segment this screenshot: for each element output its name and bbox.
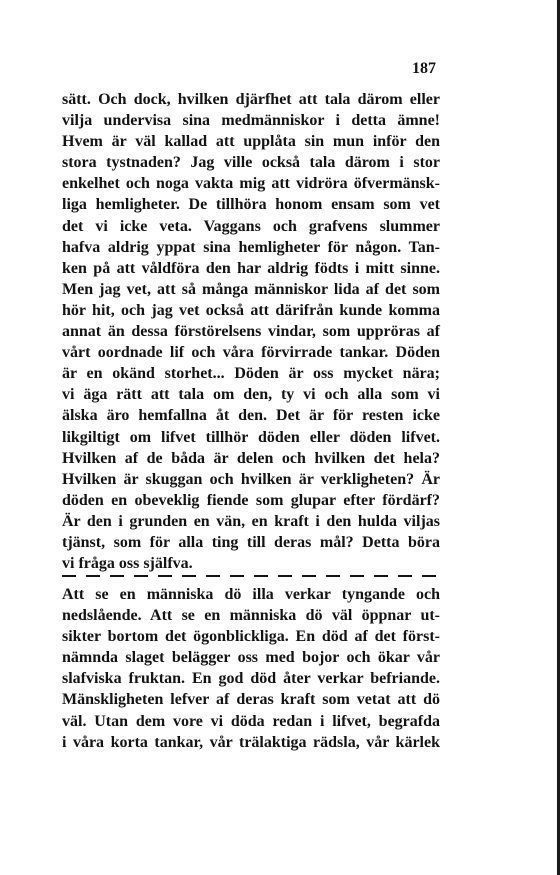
text-line: vårt oordnade lif och våra förvirrade tankar. Döden bbox=[62, 344, 440, 362]
text-line: sikter bortom det ögonblickliga. En död af det först- bbox=[62, 628, 440, 646]
text-line: Att se en människa dö illa verkar tyngande och bbox=[62, 586, 440, 603]
second-paragraph bbox=[62, 584, 440, 753]
text-line: vi äga rätt att tala om den, ty vi och alla som vi bbox=[62, 386, 440, 404]
text-line: Hvilken är skuggan och hvilken är verkligheten? Är bbox=[62, 470, 440, 488]
text-line: i våra korta tankar, vår trälaktiga rädsla, vår kärlek bbox=[62, 733, 440, 751]
text-line: Är den i grunden en vän, en kraft i den hulda viljas bbox=[62, 512, 440, 530]
text-line: sätt. Och dock, hvilken djärfhet att tala därom eller bbox=[62, 91, 440, 108]
text-line: väl. Utan dem vore vi döda redan i lifvet, begrafda bbox=[62, 712, 440, 730]
text-line: nämnda slaget belägger oss med bojor och ökar vår bbox=[62, 649, 440, 667]
text-line: tjänst, som för alla ting till deras mål? Detta böra bbox=[62, 533, 440, 551]
text-line: älska äro hemfallna åt den. Det är för resten icke bbox=[62, 407, 440, 425]
text-line: döden en obeveklig fiende som glupar efter fördärf? bbox=[62, 491, 440, 509]
text-line: Hvilken af de båda är delen och hvilken det hela? bbox=[62, 449, 440, 467]
text-line: enkelhet och noga vakta mig att vidröra öfvermänsk- bbox=[62, 175, 440, 193]
text-line: ken på att våldföra den har aldrig födts i mitt sinne. bbox=[62, 259, 440, 277]
text-line: Hvem är väl kallad att upplåta sin mun inför den bbox=[62, 133, 440, 151]
text-line: likgiltigt om lifvet tillhör döden eller döden lifvet. bbox=[62, 428, 440, 446]
text-line: är en okänd storhet... Döden är oss mycket nära; bbox=[62, 365, 440, 383]
text-line: hör hit, och jag vet också att därifrån kunde komma bbox=[62, 301, 440, 319]
page-number: 187 bbox=[412, 60, 436, 77]
text-line: stora tystnaden? Jag ville också tala därom i stor bbox=[62, 154, 440, 172]
section-divider bbox=[62, 575, 440, 577]
text-line: slafviska fruktan. En god död åter verkar befriande. bbox=[62, 670, 440, 688]
first-paragraph bbox=[62, 89, 440, 574]
text-line: Men jag vet, att så många människor lida af det som bbox=[62, 280, 440, 298]
text-line: nedslående. Att se en människa dö väl öppnar ut- bbox=[62, 607, 440, 625]
text-line: liga hemligheter. De tillhöra honom ensam som vet bbox=[62, 196, 440, 214]
text-line: annat än dessa förstörelsens vindar, som uppröras af bbox=[62, 323, 440, 341]
text-line: vi fråga oss själfva. bbox=[62, 555, 193, 573]
text-line: Mänskligheten lefver af deras kraft som vetat att dö bbox=[62, 691, 440, 709]
text-line: det vi icke veta. Vaggans och grafvens slummer bbox=[62, 217, 440, 235]
text-line: hafva aldrig yppat sina hemligheter för någon. Tan- bbox=[62, 238, 440, 256]
text-line: vilja undervisa sina medmänniskor i detta ämne! bbox=[62, 112, 440, 130]
